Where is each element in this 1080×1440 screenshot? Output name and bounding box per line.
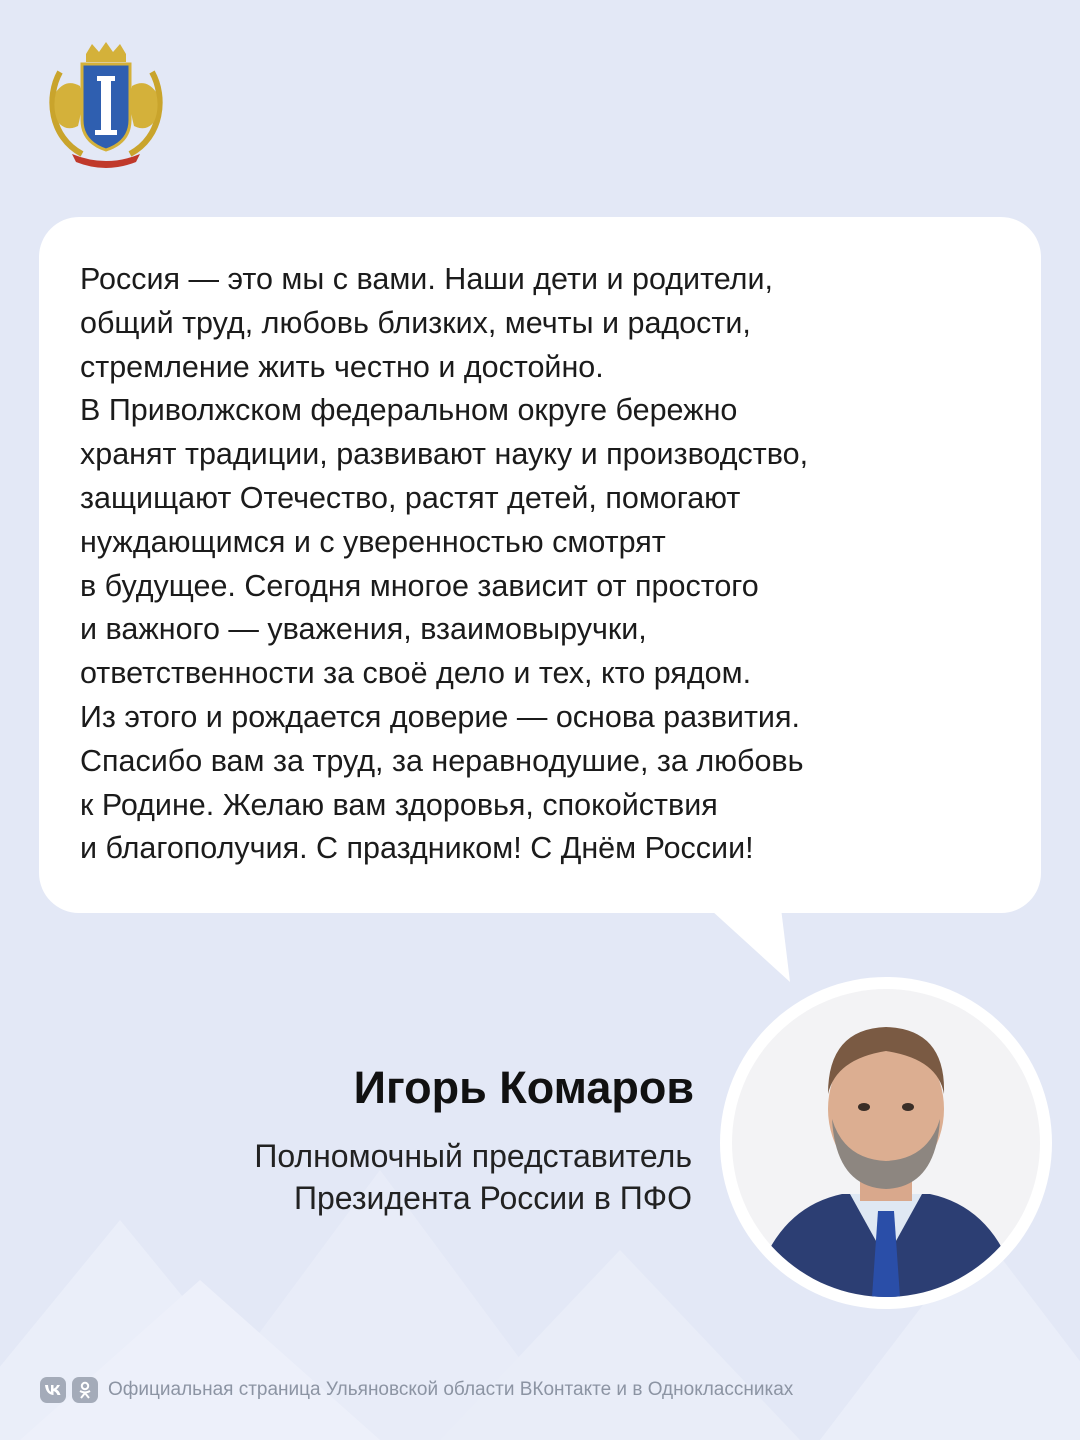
quote-text <box>80 258 1020 871</box>
odnoklassniki-icon[interactable] <box>72 1377 98 1403</box>
quote-line: Спасибо вам за труд, за неравнодушие, за любовь <box>80 743 804 778</box>
quote-line: к Родине. Желаю вам здоровья, спокойствия <box>80 787 718 822</box>
quote-line: в будущее. Сегодня многое зависит от простого <box>80 568 759 603</box>
speaker-role-line: Президента России в ПФО <box>293 1180 692 1216</box>
quote-line: нуждающимся и с уверенностью смотрят <box>80 524 666 559</box>
vk-icon[interactable] <box>40 1377 66 1403</box>
vk-glyph <box>44 1384 62 1396</box>
quote-line: ответственности за своё дело и тех, кто рядом. <box>80 656 752 691</box>
quote-line: и важного — уважения, взаимовыручки, <box>80 612 647 647</box>
quote-line: В Приволжском федеральном округе бережно <box>80 393 738 428</box>
quote-line: Из этого и рождается доверие — основа развития. <box>80 699 800 734</box>
quote-line: и благополучия. С праздником! С Днём России! <box>80 831 754 866</box>
quote-line: общий труд, любовь близких, мечты и радости, <box>80 305 751 340</box>
speaker-avatar <box>732 989 1040 1297</box>
quote-line: защищают Отечество, растят детей, помогают <box>80 480 741 515</box>
speaker-role <box>254 1135 692 1219</box>
footer <box>40 1376 793 1404</box>
quote-bubble-tail <box>700 900 800 990</box>
footer-text: Официальная страница Ульяновской области ВКонтакте и в Одноклассниках <box>108 1379 794 1400</box>
quote-line: Россия — это мы с вами. Наши дети и родители, <box>80 262 773 296</box>
quote-line: стремление жить честно и достойно. <box>80 349 604 384</box>
speaker-role-line: Полномочный представитель <box>254 1138 692 1174</box>
odnoklassniki-glyph <box>78 1381 92 1399</box>
speaker-name: Игорь Комаров <box>353 1062 694 1113</box>
speaker-portrait-image <box>732 989 1040 1297</box>
ulyanovsk-coat-of-arms-logo <box>42 42 170 168</box>
quote-line: хранят традиции, развивают науку и производство, <box>80 437 809 472</box>
